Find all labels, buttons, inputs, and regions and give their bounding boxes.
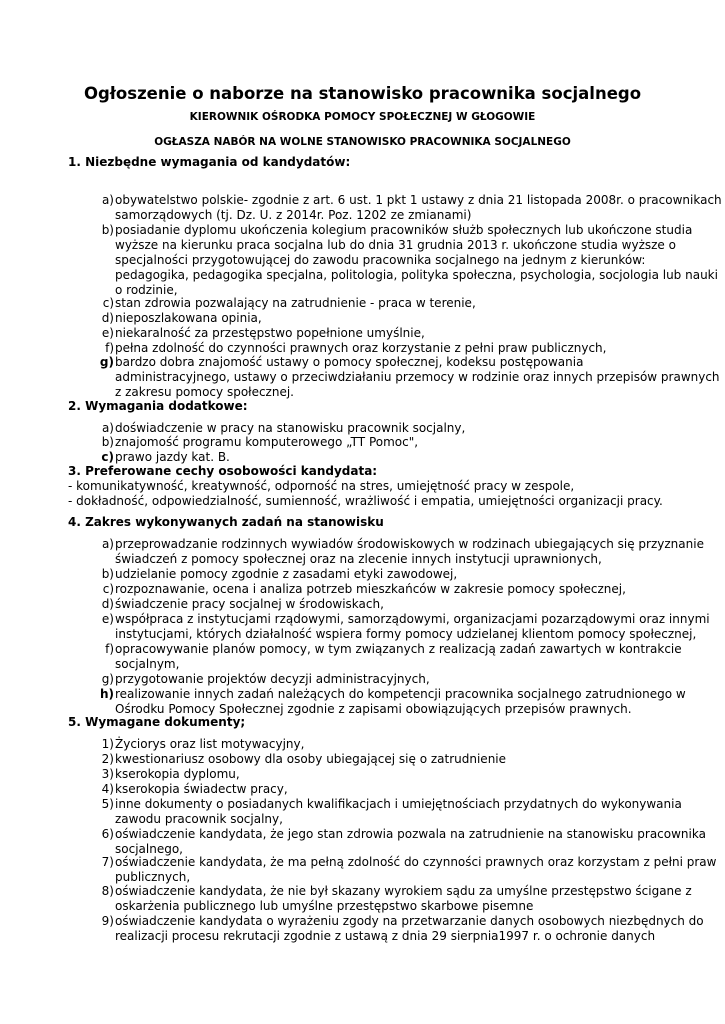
paragraph: - dokładność, odpowiedzialność, sumienność, wrażliwość i empatia, umiejętności organizacji pracy. [68,494,663,508]
list-marker: a) [101,193,114,207]
list-marker: b) [101,567,114,581]
list-marker: c) [102,582,114,596]
list-marker: 9) [101,914,114,928]
list-marker: c) [101,450,114,464]
section-heading-requirements: 1. Niezbędne wymagania od kandydatów: [68,155,351,169]
list-marker: 1) [101,737,114,751]
list-marker: e) [101,326,114,340]
list-marker: f) [105,341,114,355]
list-marker: b) [101,435,114,449]
list-marker: f) [105,642,114,656]
page-title: Ogłoszenie o naborze na stanowisko pracownika socjalnego [83,84,642,103]
list-marker: 2) [101,752,114,766]
section-heading-documents: 5. Wymagane dokumenty; [68,715,246,729]
list-marker: 4) [101,782,114,796]
list-marker: g) [99,355,114,369]
subtitle-director: KIEROWNIK OŚRODKA POMOCY SPOŁECZNEJ W GŁOGOWIE [189,111,536,123]
list-marker: 5) [101,797,114,811]
paragraph: - komunikatywność, kreatywność, odporność na stres, umiejętność pracy w zespole, [68,479,575,493]
subtitle-announcement: OGŁASZA NABÓR NA WOLNE STANOWISKO PRACOWNIKA SOCJALNEGO [154,136,571,148]
list-marker: g) [101,672,114,686]
list-marker: a) [101,537,114,551]
list-marker: e) [101,612,114,626]
list-marker: 3) [101,767,114,781]
document-page: Ogłoszenie o naborze na stanowisko pracownika socjalnego KIEROWNIK OŚRODKA POMOCY SPOŁECZNEJ W GŁOGOWIE OGŁASZA NABÓR NA WOLNE STANOWISKO PRACOWNIKA SOCJALNEGO 1. Niezbędne wymagania od kandydatów: a) obywatelstwo polskie- zgodnie z art. 6 ust. 1 pkt 1 ustawy z dnia 21 listopada 2008r. o pracownikach samorządowych (tj. Dz. U. z 2014r. Poz. 1202 ze zmianami) b) posiadanie dyplomu ukończenia kolegium pracowników służb społecznych lub ukończone studia wyższe na kierunku praca socjalna lub do dnia 31 grudnia 2013 r. ukończone studia wyższe o specjalności przygotowującej do zawodu pracownika socjalnego na jednym z kierunków: pedagogika, pedagogika specjalna, politologia, polityka społeczna, psychologia, socjologia lub nauki o rodzinie, c) stan zdrowia pozwalający na zatrudnienie - praca w terenie, d) nieposzlakowana opinia, e) niekaralność za przestępstwo popełnione umyślnie, f) pełna zdolność do czynności prawnych oraz korzystanie z pełni praw publicznych, g) bardzo dobra znajomość ustawy o pomocy społecznej, kodeksu postępowania administracyjnego, ustawy o przeciwdziałaniu przemocy w rodzinie oraz innych przepisów prawnych z zakresu pomocy społecznej. 2. Wymagania dodatkowe: a) doświadczenie w pracy na stanowisku pracownik socjalny, b) znajomość programu komputerowego „TT Pomoc", c) prawo jazdy kat. B. 3. Preferowane cechy osobowości kandydata: - komunikatywność, kreatywność, odporność na stres, umiejętność pracy w zespole, - dokładność, odpowiedzialność, sumienność, wrażliwość i empatia, umiejętności organizacji pracy. 4. Zakres wykonywanych zadań na stanowisku a) przeprowadzanie rodzinnych wywiadów środowiskowych w rodzinach ubiegających się przyznanie świadczeń z pomocy społecznej oraz na zlecenie innych instytucji uprawnionych, b) udzielanie pomocy zgodnie z zasadami etyki zawodowej, c) rozpoznawanie, ocena i analiza potrzeb mieszkańców w zakresie pomocy społecznej, d) świadczenie pracy socjalnej w środowiskach, e) współpraca z instytucjami rządowymi, samorządowymi, organizacjami pozarządowymi oraz innymi instytucjami, których działalność wspiera formy pomocy udzielanej klientom pomocy społecznej, f) opracowywanie planów pomocy, w tym związanych z realizacją zadań zawartych w kontrakcie socjalnym, g) przygotowanie projektów decyzji administracyjnych, h) realizowanie innych zadań należących do kompetencji pracownika socjalnego zatrudnionego w Ośrodku Pomocy Społecznej zgodnie z zapisami obowiązujących przepisów prawnych. 5. Wymagane dokumenty; 1) Życiorys oraz list motywacyjny, 2) kwestionariusz osobowy dla osoby ubiegającej się o zatrudnienie 3) kserokopia dyplomu, 4) kserokopia świadectw pracy, 5) inne dokumenty o posiadanych kwalifikacjach i umiejętnościach przydatnych do wykonywania zawodu pracownik socjalny, 6) oświadczenie kandydata, że jego stan zdrowia pozwala na zatrudnienie na stanowisku pracownika socjalnego, 7) oświadczenie kandydata, że ma pełną zdolność do czynności prawnych oraz korzystam z pełni praw publicznych, 8) oświadczenie kandydata, że nie był skazany wyrokiem sądu za umyślne przestępstwo ścigane z oskarżenia publicznego lub umyślne przestępstwo skarbowe pisemne 9) oświadczenie kandydata o wyrażeniu zgody na przetwarzanie danych osobowych niezbędnych do realizacji procesu rekrutacji zgodnie z ustawą z dnia 29 sierpnia1997 r. o ochronie danych [0,0,725,1024]
list-marker: d) [101,311,114,325]
list-marker: 8) [101,884,114,898]
list-marker: a) [101,421,114,435]
list-marker: d) [101,597,114,611]
section-heading-duties: 4. Zakres wykonywanych zadań na stanowisku [68,515,384,529]
list-marker: 6) [101,827,114,841]
section-heading-additional: 2. Wymagania dodatkowe: [68,399,248,413]
list-marker: c) [102,296,114,310]
list-marker: b) [101,223,114,237]
section-heading-traits: 3. Preferowane cechy osobowości kandydata: [68,464,378,478]
list-marker: 7) [101,855,114,869]
list-marker: h) [99,687,114,701]
